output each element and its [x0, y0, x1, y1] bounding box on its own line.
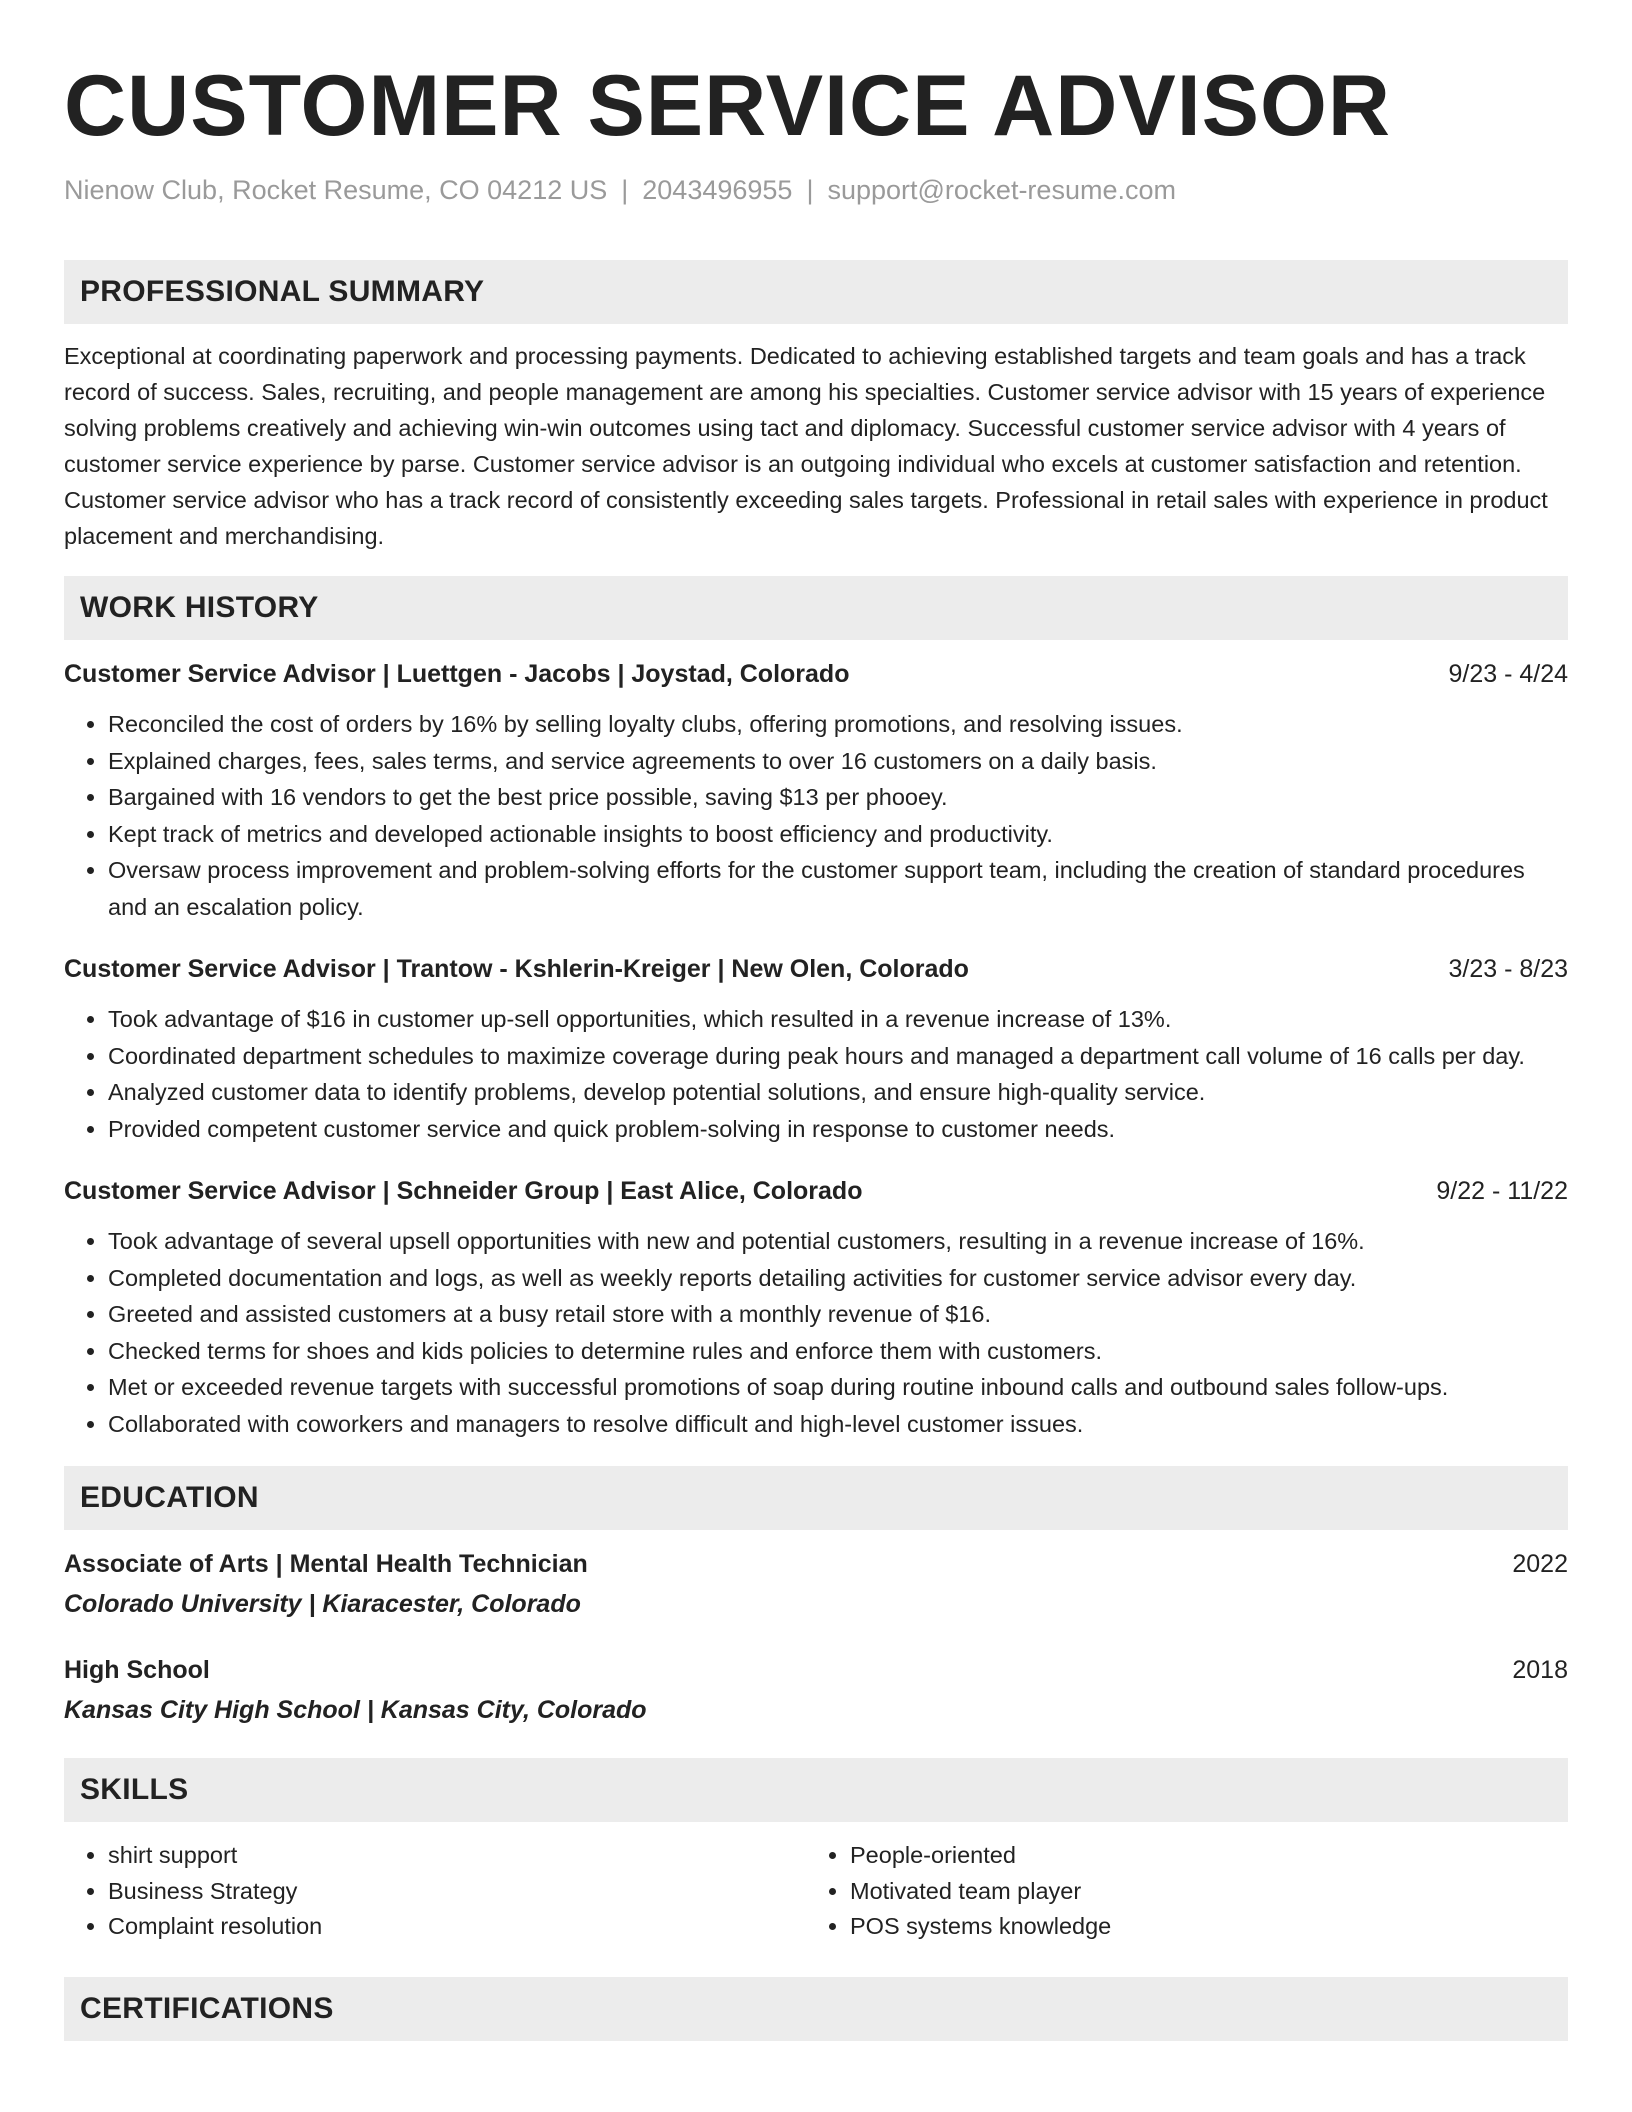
education-degree: High School [64, 1656, 210, 1684]
job-bullet: • Oversaw process improvement and problem-solving efforts for the customer support team, including the creation of standard procedures and an escalation policy. [108, 852, 1568, 925]
job-header [64, 656, 1568, 692]
job-bullets [64, 1223, 1568, 1442]
skill-item: • Motivated team player [850, 1874, 1548, 1910]
skills-column-right [806, 1838, 1548, 1945]
job-entry [64, 951, 1568, 1147]
job-bullet: • Reconciled the cost of orders by 16% by selling loyalty clubs, offering promotions, and resolving issues. [108, 706, 1568, 743]
job-bullet: • Kept track of metrics and developed actionable insights to boost efficiency and productivity. [108, 816, 1568, 853]
job-bullet: • Provided competent customer service and quick problem-solving in response to customer needs. [108, 1111, 1568, 1148]
job-bullet: • Bargained with 16 vendors to get the best price possible, saving $13 per phooey. [108, 779, 1568, 816]
job-dates: 9/23 - 4/24 [1448, 660, 1568, 688]
section-header-skills: SKILLS [64, 1758, 1568, 1822]
education-year: 2022 [1512, 1550, 1568, 1578]
skill-item: • Business Strategy [108, 1874, 806, 1910]
job-bullet: • Collaborated with coworkers and managers to resolve difficult and high-level customer issues. [108, 1406, 1568, 1443]
skill-item: • People-oriented [850, 1838, 1548, 1874]
job-entry [64, 656, 1568, 925]
skill-item: • POS systems knowledge [850, 1909, 1548, 1945]
resume-page [64, 0, 1568, 2041]
job-bullet: • Coordinated department schedules to maximize coverage during peak hours and managed a department call volume of 16 calls per day. [108, 1038, 1568, 1075]
education-degree: Associate of Arts | Mental Health Technician [64, 1550, 588, 1578]
contact-separator: | [806, 175, 814, 205]
skill-item: • Complaint resolution [108, 1909, 806, 1945]
section-header-education: EDUCATION [64, 1466, 1568, 1530]
section-header-summary: PROFESSIONAL SUMMARY [64, 260, 1568, 324]
skills-list [64, 1838, 1568, 1945]
job-dates: 3/23 - 8/23 [1448, 955, 1568, 983]
job-bullets [64, 706, 1568, 925]
job-bullet: • Took advantage of several upsell opportunities with new and potential customers, resulting in a revenue increase of 16%. [108, 1223, 1568, 1260]
education-school: Colorado University | Kiaracester, Colorado [64, 1590, 581, 1618]
job-dates: 9/22 - 11/22 [1436, 1177, 1568, 1205]
job-bullet: • Analyzed customer data to identify problems, develop potential solutions, and ensure high-quality service. [108, 1074, 1568, 1111]
job-header [64, 1173, 1568, 1209]
contact-email: support@rocket-resume.com [827, 175, 1176, 205]
job-bullet: • Checked terms for shoes and kids policies to determine rules and enforce them with customers. [108, 1333, 1568, 1370]
education-entry [64, 1546, 1568, 1622]
education-entry [64, 1652, 1568, 1728]
education-school: Kansas City High School | Kansas City, Colorado [64, 1696, 647, 1724]
education-header [64, 1546, 1568, 1582]
job-entry [64, 1173, 1568, 1442]
skills-column-left [64, 1838, 806, 1945]
job-bullet: • Met or exceeded revenue targets with successful promotions of soap during routine inbound calls and outbound sales follow-ups. [108, 1369, 1568, 1406]
contact-separator: | [621, 175, 629, 205]
education-year: 2018 [1512, 1656, 1568, 1684]
job-title: Customer Service Advisor | Trantow - Kshlerin-Kreiger | New Olen, Colorado [64, 955, 969, 983]
contact-phone: 2043496955 [642, 175, 793, 205]
job-title: Customer Service Advisor | Schneider Group | East Alice, Colorado [64, 1177, 863, 1205]
contact-address: Nienow Club, Rocket Resume, CO 04212 US [64, 175, 608, 205]
summary-text: Exceptional at coordinating paperwork and processing payments. Dedicated to achieving established targets and team goals and has a track record of success. Sales, recruiting, and people management are among his specialties. Customer service advisor with 15 years of experience solving problems creatively and achieving win-win outcomes using tact and diplomacy. Successful customer service advisor with 4 years of customer service experience by parse. Customer service advisor is an outgoing individual who excels at customer satisfaction and retention. Customer service advisor who has a track record of consistently exceeding sales targets. Professional in retail sales with experience in product placement and merchandising. [64, 343, 1548, 549]
job-title: Customer Service Advisor | Luettgen - Jacobs | Joystad, Colorado [64, 660, 850, 688]
job-header [64, 951, 1568, 987]
section-header-work-history: WORK HISTORY [64, 576, 1568, 640]
education-header [64, 1652, 1568, 1688]
job-bullets [64, 1001, 1568, 1147]
job-bullet: • Explained charges, fees, sales terms, and service agreements to over 16 customers on a daily basis. [108, 743, 1568, 780]
contact-line [64, 172, 1568, 208]
candidate-name: CUSTOMER SERVICE ADVISOR [64, 58, 1391, 154]
job-bullet: • Greeted and assisted customers at a busy retail store with a monthly revenue of $16. [108, 1296, 1568, 1333]
job-bullet: • Took advantage of $16 in customer up-sell opportunities, which resulted in a revenue increase of 13%. [108, 1001, 1568, 1038]
section-header-certifications: CERTIFICATIONS [64, 1977, 1568, 2041]
job-bullet: • Completed documentation and logs, as well as weekly reports detailing activities for customer service advisor every day. [108, 1260, 1568, 1297]
skill-item: • shirt support [108, 1838, 806, 1874]
